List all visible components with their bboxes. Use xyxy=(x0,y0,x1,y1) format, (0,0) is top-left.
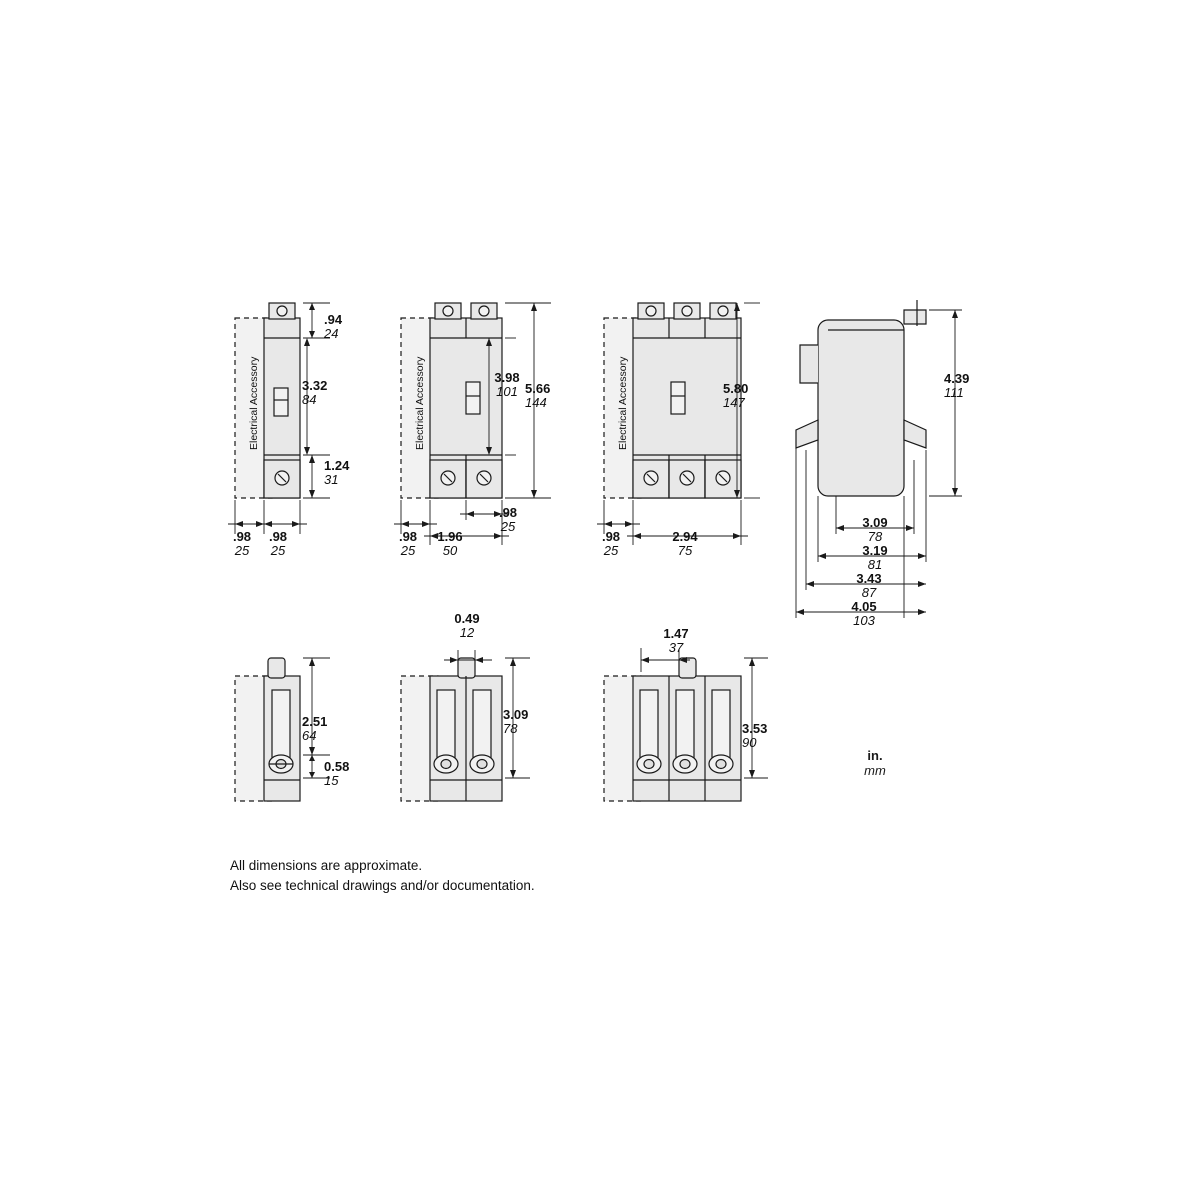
dim-top3p-147: 1.47 37 xyxy=(663,626,689,655)
dim-3p-294: 2.94 75 xyxy=(672,529,698,558)
dim-top1p-058: 0.58 15 xyxy=(324,759,350,788)
accessory-label-2p: Electrical Accessory xyxy=(414,356,426,450)
dim-2p-196: 1.96 50 xyxy=(437,529,463,558)
view-front-1p xyxy=(228,303,330,534)
dim-top1p-251: 2.51 64 xyxy=(302,714,328,743)
accessory-label-1p: Electrical Accessory xyxy=(248,356,260,450)
dim-side-319: 3.19 81 xyxy=(862,543,888,572)
dim-side-343: 3.43 87 xyxy=(856,571,882,600)
dim-1p-098-b: .98 25 xyxy=(268,529,288,558)
dim-top2p-049: 0.49 12 xyxy=(454,611,480,640)
units-legend: in. mm xyxy=(864,748,886,778)
note-line-2: Also see technical drawings and/or documentation. xyxy=(230,878,535,893)
dim-2p-566: 5.66 144 xyxy=(525,381,551,410)
note-line-1: All dimensions are approximate. xyxy=(230,858,423,873)
dim-2p-098-acc: .98 25 xyxy=(398,529,418,558)
dim-top2p-309: 3.09 78 xyxy=(503,707,529,736)
dim-side-439: 4.39 111 xyxy=(944,371,970,400)
dim-2p-098-pole: .98 25 xyxy=(498,505,518,534)
dim-1p-332: 3.32 84 xyxy=(302,378,328,407)
dim-1p-098-a: .98 25 xyxy=(232,529,252,558)
accessory-label-3p: Electrical Accessory xyxy=(617,356,629,450)
dim-1p-094: .94 24 xyxy=(324,312,343,341)
dim-3p-098: .98 25 xyxy=(601,529,621,558)
dim-2p-398: 3.98 101 xyxy=(494,370,520,399)
dim-top3p-353: 3.53 90 xyxy=(742,721,768,750)
dim-1p-124: 1.24 31 xyxy=(324,458,350,487)
dim-3p-580: 5.80 147 xyxy=(723,381,749,410)
dim-side-405: 4.05 103 xyxy=(851,599,877,628)
dim-side-309: 3.09 78 xyxy=(862,515,888,544)
